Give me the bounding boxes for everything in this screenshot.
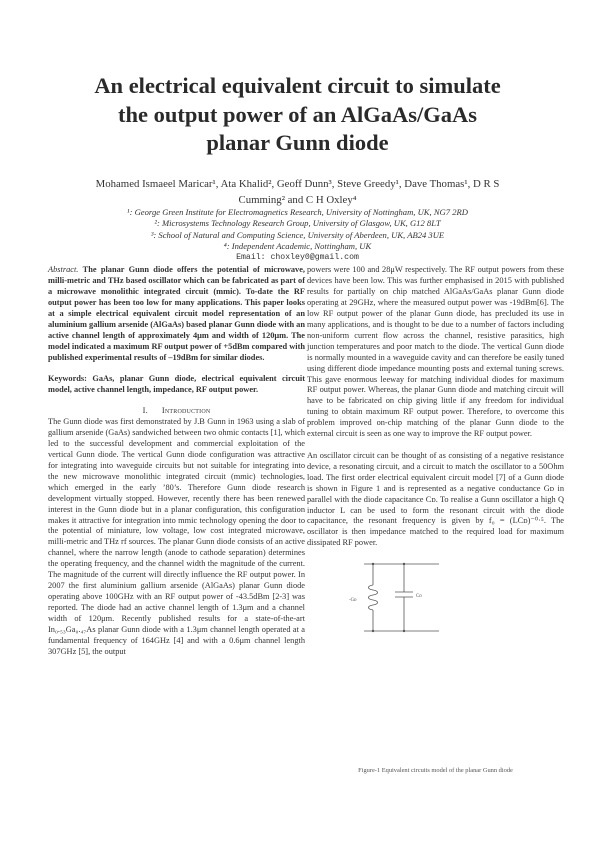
body-paragraph: powers were 100 and 28μW respectively. The RF output powers from these devices have been low. This was further emphasised in 2015 with published results for partially on chip matched AlGaAs/GaAs planar Gunn diode operating at 29GHz, where the measured output power was -19dBm[6]. The low RF output power of the planar Gunn diode, has precluded its use in many applications, and is thought to be due to a number of factors including non-uniform current flow across the channel, resistive parasitics, high junction temperatures and poor match to the diode. The vertical Gunn diode is normally mounted in a waveguide cavity and can therefore be easily tuned using different diode impedance mounting posts and external tuning screws. This gave enormous leeway for matching individual diodes for maximum RF output power. Whereas, the planar Gunn diode and matching circuit will have to be fabricated on chip giving little if any freedom for individual tuning to obtain maximum RF output power. Therefore, to overcome this problem improved on-chip matching of the planar Gunn diode to the external circuit is seen as one way to improve the RF output power. — [307, 265, 564, 439]
keywords — [48, 374, 305, 396]
paper-title — [40, 72, 555, 158]
equivalent-circuit-diagram — [307, 555, 564, 638]
affiliation: ²: Microsystems Technology Research Group, University of Glasgow, UK, G12 8LT — [154, 218, 441, 229]
conductance-label: -Gᴅ — [349, 598, 357, 604]
keywords-text: GaAs, planar Gunn diode, electrical equivalent circuit model, active channel length, impedance, RF output power. — [48, 374, 305, 395]
author-line: Cumming² and C H Oxley⁴ — [238, 193, 357, 206]
author-line: Mohamed Ismaeel Maricar¹, Ata Khalid², Geoff Dunn³, Steve Greedy¹, Dave Thomas¹, D R S — [95, 178, 500, 190]
title-line: the output power of an AlGaAs/GaAs — [117, 101, 477, 127]
contact-email: Email: choxley0@gmail.com — [236, 253, 359, 263]
abstract-text: The planar Gunn diode offers the potential of microwave, milli-metric and THz based oscillator which can be fabricated as part of a microwave monolithic integrated circuit (mmic). To-date the RF output power has been too low for many applications. This paper looks at a simple electrical equivalent circuit model representation of an aluminium gallium arsenide (AlGaAs) based planar Gunn diode with an active channel length of approximately 4μm and width of 120μm. The model indicated a maximum RF output power of +5dBm compared with published experimental results of –19dBm for similar diodes. — [48, 265, 305, 362]
affiliation-list — [60, 207, 535, 263]
capacitance-label: Cᴅ — [416, 594, 422, 600]
abstract-label: Abstract. — [48, 265, 79, 274]
right-column — [307, 265, 564, 638]
title-line: planar Gunn diode — [206, 130, 389, 155]
section-number: I. — [142, 405, 148, 415]
affiliation: ³: School of Natural and Computing Science, University of Aberdeen, UK, AB24 3UE — [150, 229, 445, 240]
left-column — [48, 265, 305, 658]
keywords-label: Keywords: — [48, 374, 87, 384]
body-paragraph: An oscillator circuit can be thought of as consisting of a negative resistance device, a resonating circuit, and a circuit to match the oscillator to a 50Ohm load. The first order electrical equivalent circuit model [7] of a Gunn diode is shown in Figure 1 and is represented as a negative conductance Gᴅ in parallel with the diode capacitance Cᴅ. To realise a Gunn oscillator a high Q inductor L can be used to form the resonant circuit with the diode capacitance, the resonant frequency is given by f₀ = (LCᴅ)⁻⁰·⁵. The oscillator is then impedance matched to the required load for maximum dissipated RF power. — [307, 450, 564, 548]
title-line: An electrical equivalent circuit to simulate — [94, 73, 501, 98]
figure-caption: Figure-1 Equivalent circuits model of the planar Gunn diode — [358, 767, 513, 774]
section-heading — [48, 406, 305, 417]
section-title: Introduction — [161, 405, 211, 415]
affiliation: ⁴: Independent Academic, Nottingham, UK — [223, 240, 372, 251]
affiliation: ¹: George Green Institute for Electromagnetics Research, University of Nottingham, UK, NG7 2RD — [127, 207, 468, 217]
abstract — [48, 265, 305, 364]
figure-1 — [307, 555, 564, 638]
intro-paragraph: The Gunn diode was first demonstrated by J.B Gunn in 1963 using a slab of gallium arsenide (GaAs) sandwiched between two ohmic contacts [1], which led to the successful development and commercial exploitation of the vertical Gunn diode. The vertical Gunn diode configuration was attractive for integrating into waveguide circuits but not suitable for integrating into the new microwave monolithic integrated circuit (mmic) technologies, which emerged in the early ’80’s. Therefore Gunn diode research development virtually stopped. However, recently there has been renewed interest in the Gunn diode but in a planar configuration, this configuration makes it attractive for integration into mmic technology opening the door to the potential of miniature, low voltage, low cost integrated microwave, milli-metric and THz rf sources. The planar Gunn diode consists of an active channel, where the narrow length (anode to cathode separation) determines the operating frequency, and the channel width the magnitude of the current. The magnitude of the current will directly influence the RF output power. In 2007 the first aluminium gallium arsenide (AlGaAs) planar Gunn diode operating above 100GHz with an RF output power of -43.5dBm [2-3] was reported. The diode had an active channel length of 1.3μm and a channel width of 120μm. Recently published results for a state-of-the-art In₀.₅₃Ga₀.₄₇As planar Gunn diode with a 1.3μm channel length operated at a fundamental frequency of 164GHz [4] and with a 0.6μm channel length 307GHz [5], the output — [48, 416, 305, 656]
author-list — [50, 177, 545, 208]
